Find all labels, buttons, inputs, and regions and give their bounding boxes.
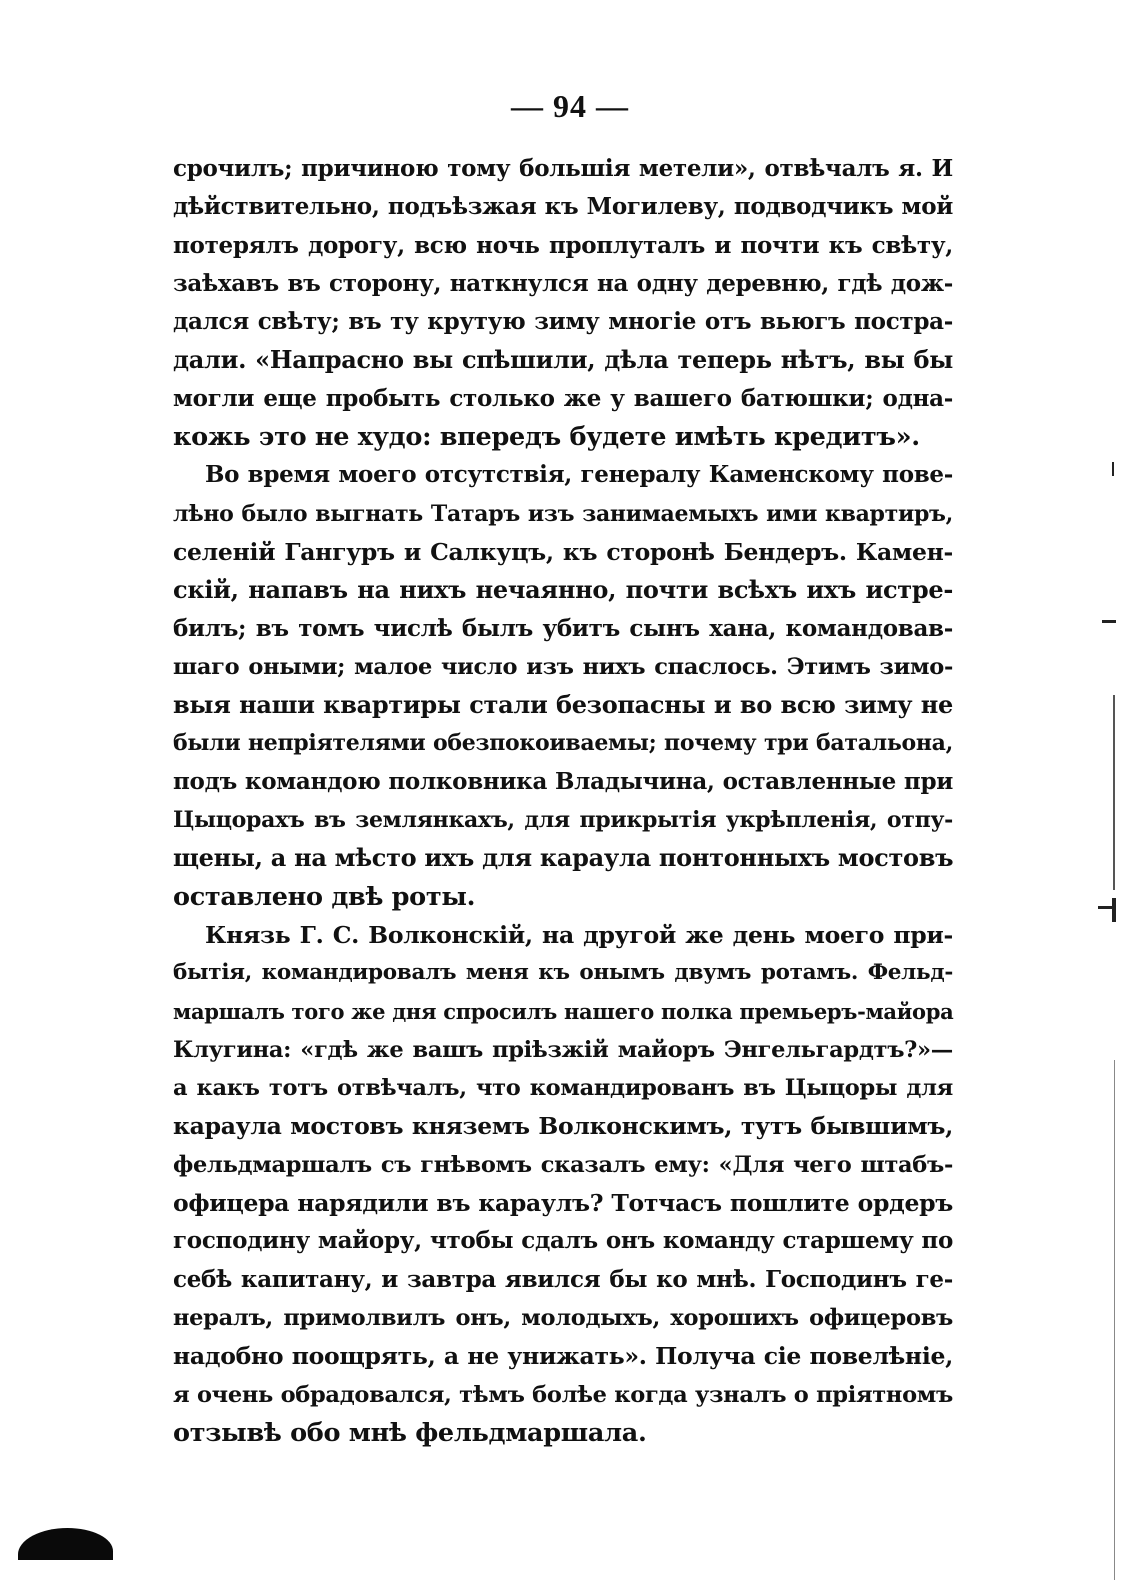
scan-edge-mark	[1112, 898, 1116, 922]
text-line: скій, напавъ на нихъ нечаянно, почти всѣхъ ихъ истре-	[173, 575, 953, 605]
text-line: дали. «Напрасно вы спѣшили, дѣла теперь нѣтъ, вы бы	[173, 345, 953, 375]
text-line: заѣхавъ въ сторону, наткнулся на одну деревню, гдѣ дож-	[173, 269, 953, 297]
text-line: срочилъ; причиною тому большія метели», отвѣчалъ я. И	[173, 155, 953, 182]
text-line: караула мостовъ княземъ Волконскимъ, тутъ бывшимъ,	[173, 1112, 953, 1141]
text-line: потерялъ дорогу, всю ночь проплуталъ и почти къ свѣту,	[173, 231, 953, 259]
text-line: офицера нарядили въ караулъ? Тотчасъ пошлите ордеръ	[173, 1189, 953, 1218]
text-line: господину майору, чтобы сдалъ онъ команду старшему по	[173, 1227, 953, 1255]
text-line: Во время моего отсутствія, генералу Каменскому пове-	[205, 461, 953, 489]
body-text	[173, 150, 953, 1452]
scan-edge-mark	[1102, 620, 1116, 623]
text-line: маршалъ того же дня спросилъ нашего полка премьеръ-майора	[173, 998, 954, 1024]
text-line: Князь Г. С. Волконскій, на другой же день моего при-	[205, 920, 953, 949]
text-line: Цыцорахъ въ землянкахъ, для прикрытія укрѣпленія, отпу-	[173, 807, 953, 834]
scan-artifact	[18, 1528, 113, 1560]
text-line: были непріятелями обезпокоиваемы; почему три батальона,	[173, 730, 953, 757]
text-line: подъ командою полковника Владычина, оставленные при	[173, 767, 953, 795]
text-line: оставлено двѣ роты.	[173, 881, 476, 912]
text-line: шаго оными; малое число изъ нихъ спаслось. Этимъ зимо-	[173, 653, 953, 680]
text-line: дѣйствительно, подъѣзжая къ Могилеву, подводчикъ мой	[173, 193, 953, 221]
text-line: могли еще пробыть столько же у вашего батюшки; одна-	[173, 384, 953, 412]
scan-edge-mark	[1113, 695, 1115, 890]
text-line: надобно поощрять, а не унижать». Получа сіе повелѣніе,	[173, 1342, 953, 1371]
text-line: Клугина: «гдѣ же вашъ пріѣзжій майоръ Энгельгардтъ?»—	[173, 1036, 953, 1063]
text-line: а какъ тотъ отвѣчалъ, что командированъ въ Цыцоры для	[173, 1075, 953, 1102]
text-line: билъ; въ томъ числѣ былъ убитъ сынъ хана, командовав-	[173, 614, 953, 642]
text-line: лѣно было выгнать Татаръ изъ занимаемыхъ ими квартиръ,	[173, 500, 953, 527]
page-number: — 94 —	[511, 88, 629, 124]
text-line: кожь это не худо: впередъ будете имѣть кредитъ».	[173, 422, 920, 453]
text-line: селеній Гангуръ и Салкуцъ, къ сторонѣ Бендеръ. Камен-	[173, 537, 953, 566]
text-line: фельдмаршалъ съ гнѣвомъ сказалъ ему: «Для чего штабъ-	[173, 1151, 953, 1178]
text-line: я очень обрадовался, тѣмъ болѣе когда узналъ о пріятномъ	[173, 1381, 953, 1408]
text-line: щены, а на мѣсто ихъ для караула понтонныхъ мостовъ	[173, 843, 954, 873]
scan-edge-mark	[1112, 462, 1114, 476]
text-line: выя наши квартиры стали безопасны и во всю зиму не	[173, 690, 953, 720]
text-line: бытія, командировалъ меня къ онымъ двумъ ротамъ. Фельд-	[173, 960, 953, 986]
text-line: себѣ капитану, и завтра явился бы ко мнѣ. Господинъ ге-	[173, 1265, 953, 1293]
scan-edge-mark	[1114, 1060, 1115, 1580]
text-line: нералъ, примолвилъ онъ, молодыхъ, хорошихъ офицеровъ	[173, 1304, 953, 1331]
text-line: дался свѣту; въ ту крутую зиму многіе отъ вьюгъ постра-	[173, 308, 953, 336]
text-line: отзывѣ обо мнѣ фельдмаршала.	[173, 1417, 647, 1448]
